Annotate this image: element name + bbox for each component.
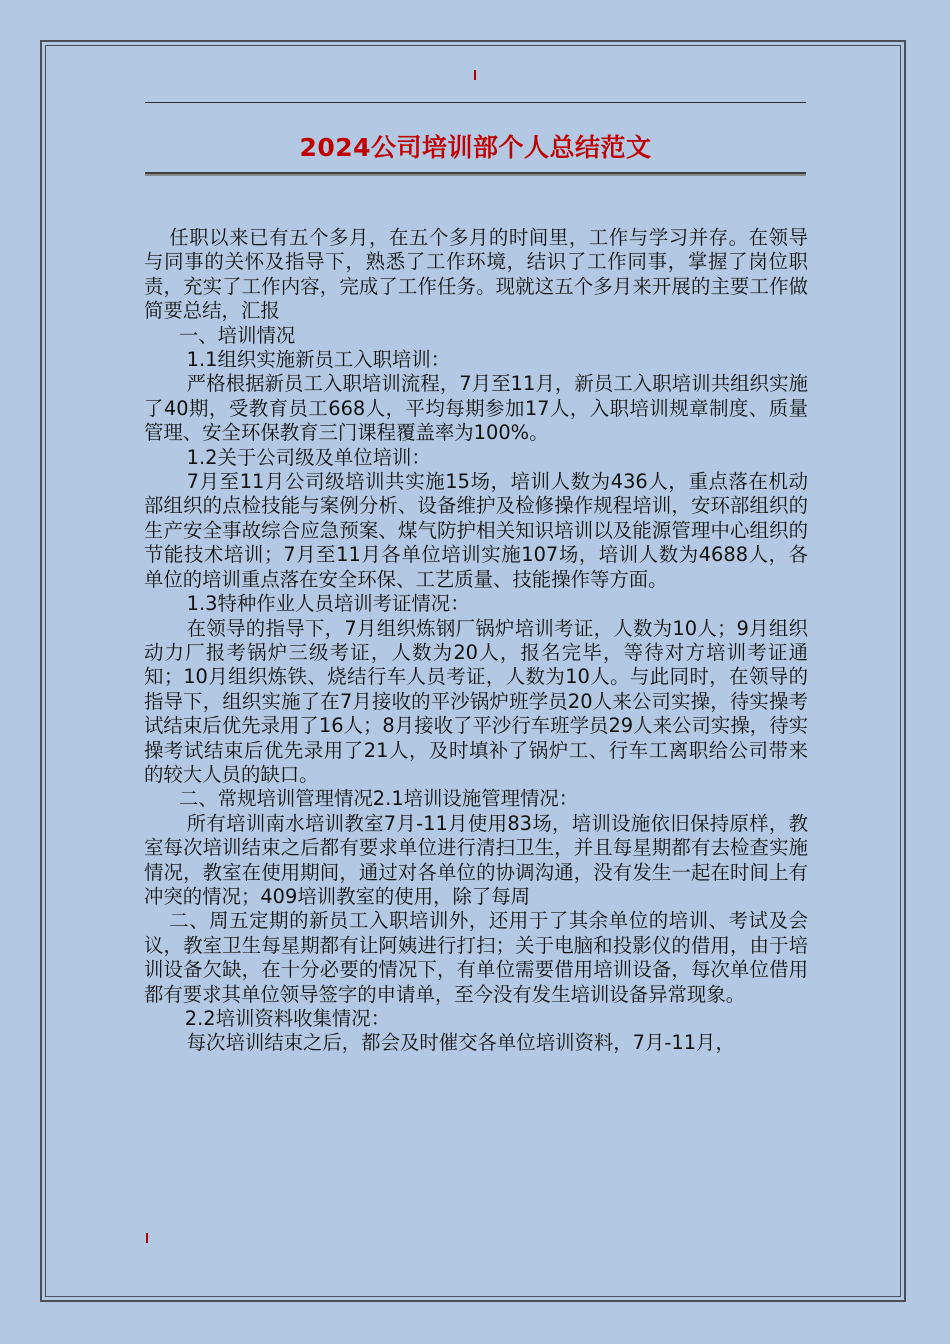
header-rule (145, 102, 806, 103)
body-paragraph: 7月至11月公司级培训共实施15场，培训人数为436人，重点落在机动部组织的点检技能与案例分析、设备维护及检修操作规程培训，安环部组织的生产安全事故综合应急预案、煤气防护相关知识培训以及能源管理中心组织的节能技术培训；7月至11月各单位培训实施107场，培训人数为4688人，各单位的培训重点落在安全环保、工艺质量、技能操作等方面。 (144, 470, 808, 591)
document-title: 2024公司培训部个人总结范文 (299, 133, 652, 162)
text-cursor-mark-top (474, 70, 476, 80)
body-paragraph: 1.3特种作业人员培训考证情况： (186, 592, 470, 616)
body-paragraph: 严格根据新员工入职培训流程，7月至11月，新员工入职培训共组织实施了40期，受教育员工668人，平均每期参加17人，入职培训规章制度、质量管理、安全环保教育三门课程覆盖率为100%。 (144, 372, 808, 445)
body-paragraph: 2.2培训资料收集情况： (184, 1007, 391, 1030)
body-paragraph: 一、培训情况 (178, 323, 296, 347)
body-paragraph: 二、常规培训管理情况2.1培训设施管理情况： (178, 787, 579, 811)
body-paragraph: 1.1组织实施新员工入职培训： (186, 348, 451, 372)
text-cursor-mark-bottom (146, 1233, 148, 1243)
body-paragraph: 二、周五定期的新员工入职培训外，还用于了其余单位的培训、考试及会议，教室卫生每星期都有让阿姨进行打扫；关于电脑和投影仪的借用，由于培训设备欠缺，在十分必要的情况下，有单位需要借用培训设备，每次单位借用都有要求其单位领导签字的申请单，至今没有发生培训设备异常现象。 (144, 909, 808, 1006)
body-paragraph: 任职以来已有五个多月，在五个多月的时间里，工作与学习并存。在领导与同事的关怀及指导下，熟悉了工作环境，结识了工作同事，掌握了岗位职责，充实了工作内容，完成了工作任务。现就这五个多月来开展的主要工作做简要总结，汇报 (144, 226, 808, 323)
body-paragraph: 在领导的指导下，7月组织炼钢厂锅炉培训考证，人数为10人；9月组织动力厂报考锅炉三级考证，人数为20人，报名完毕，等待对方培训考证通知；10月组织炼铁、烧结行车人员考证，人数为10人。与此同时，在领导的指导下，组织实施了在7月接收的平沙锅炉班学员20人来公司实操，待实操考试结束后优先录用了16人；8月接收了平沙行车班学员29人来公司实操，待实操考试结束后优先录用了21人，及时填补了锅炉工、行车工离职给公司带来的较大人员的缺口。 (144, 616, 808, 786)
body-paragraph: 所有培训南水培训教室7月-11月使用83场，培训设施依旧保持原样，教室每次培训结束之后都有要求单位进行清扫卫生，并且每星期都有去检查实施情况，教室在使用期间，通过对各单位的协调沟通，没有发生一起在时间上有冲突的情况；409培训教室的使用，除了每周 (144, 811, 808, 908)
document-body (144, 226, 808, 1056)
body-paragraph: 每次培训结束之后，都会及时催交各单位培训资料，7月-11月， (186, 1031, 735, 1055)
title-underline (145, 172, 806, 174)
body-paragraph: 1.2关于公司级及单位培训： (186, 445, 431, 469)
